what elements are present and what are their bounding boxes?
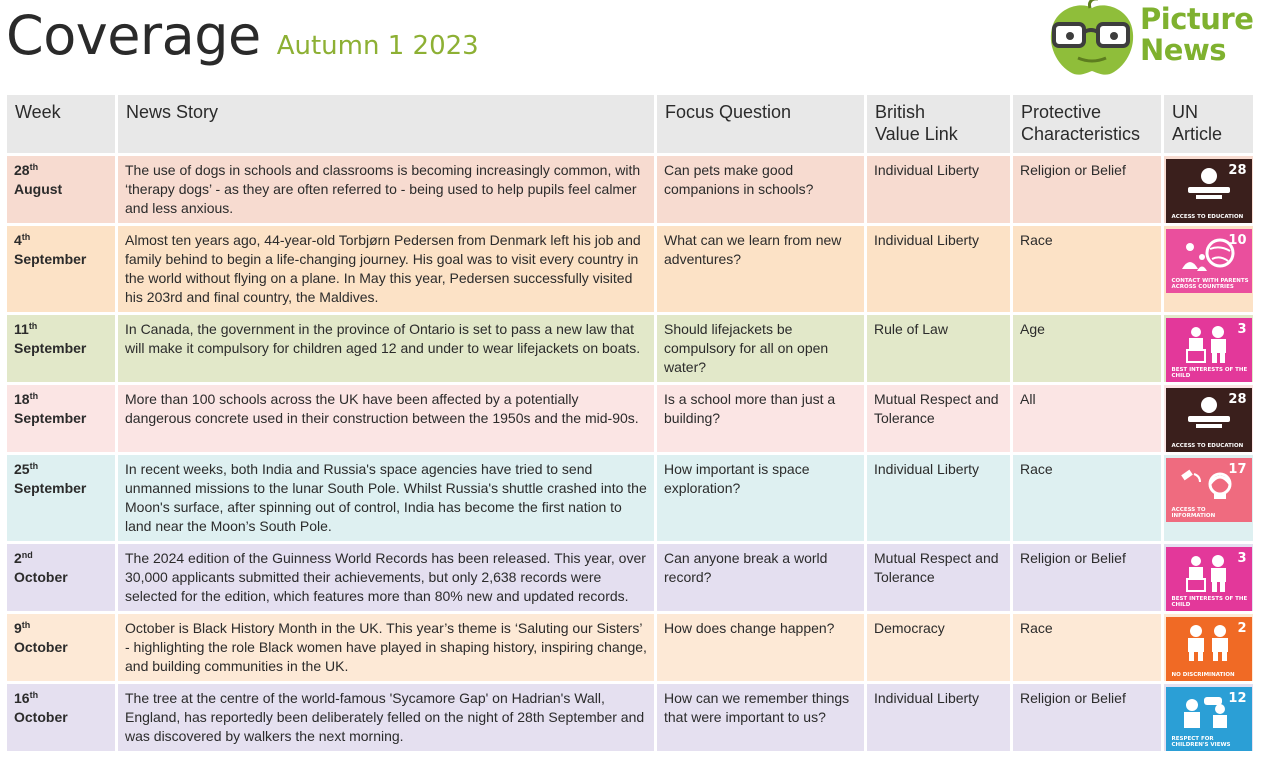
coverage-table <box>4 92 1256 754</box>
un-article-cell <box>1164 315 1253 382</box>
un-article-badge <box>1166 388 1252 452</box>
un-article-caption: ACCESS TO EDUCATION <box>1171 214 1244 220</box>
focus-question-cell: What can we learn from new adventures? <box>657 226 864 312</box>
protective-characteristic-cell: Religion or Belief <box>1013 544 1161 611</box>
british-value-cell: Individual Liberty <box>867 226 1010 312</box>
week-cell: 25th September <box>7 455 115 541</box>
news-story-cell: Almost ten years ago, 44-year-old Torbjørn Pedersen from Denmark left his job and family behind to begin a life-changing journey. His goal was to visit every country in the world without flying on a plane. In May this year, Pedersen successfully visited his 203rd and final country, the Maldives. <box>118 226 654 312</box>
column-header-protective-characteristics: Protective Characteristics <box>1013 95 1161 153</box>
table-row <box>7 544 1253 611</box>
table-row <box>7 455 1253 541</box>
column-header-week: Week <box>7 95 115 153</box>
un-article-caption: RESPECT FOR CHILDREN'S VIEWS <box>1171 736 1231 748</box>
apple-glasses-icon <box>1044 0 1140 78</box>
focus-question-cell: How does change happen? <box>657 614 864 681</box>
news-story-cell: The tree at the centre of the world-famous 'Sycamore Gap' on Hadrian's Wall, England, has reportedly been deliberately felled on the night of 28th September and was discovered by walkers the next morning. <box>118 684 654 751</box>
british-value-cell: Rule of Law <box>867 315 1010 382</box>
un-article-badge <box>1166 617 1252 681</box>
un-article-caption: BEST INTERESTS OF THE CHILD <box>1171 596 1248 608</box>
un-article-cell <box>1164 614 1253 681</box>
protective-characteristic-cell: Religion or Belief <box>1013 156 1161 223</box>
un-article-cell <box>1164 385 1253 452</box>
focus-question-cell: Should lifejackets be compulsory for all on open water? <box>657 315 864 382</box>
un-article-badge <box>1166 687 1252 751</box>
news-story-cell: In recent weeks, both India and Russia's space agencies have tried to send unmanned missions to the lunar South Pole. Whilst Russia's shuttle crashed into the Moon's surface, after spinning out of control, India has become the first nation to land near the Moon’s South Pole. <box>118 455 654 541</box>
un-article-caption: ACCESS TO EDUCATION <box>1171 443 1244 449</box>
protective-characteristic-cell: Age <box>1013 315 1161 382</box>
british-value-cell: Individual Liberty <box>867 684 1010 751</box>
column-header-un-article: UN Article <box>1164 95 1253 153</box>
un-article-number: 17 <box>1228 462 1247 477</box>
un-article-badge <box>1166 318 1252 382</box>
un-article-caption: NO DISCRIMINATION <box>1171 672 1235 678</box>
table-row <box>7 614 1253 681</box>
un-article-caption: BEST INTERESTS OF THE CHILD <box>1171 367 1248 379</box>
un-article-number: 3 <box>1237 551 1247 566</box>
un-article-number: 3 <box>1237 322 1247 337</box>
un-article-cell <box>1164 544 1253 611</box>
news-story-cell: In Canada, the government in the province of Ontario is set to pass a new law that will make it compulsory for children aged 12 and under to wear lifejackets on boats. <box>118 315 654 382</box>
un-article-number: 12 <box>1228 691 1247 706</box>
focus-question-cell: How can we remember things that were important to us? <box>657 684 864 751</box>
british-value-cell: Mutual Respect and Tolerance <box>867 385 1010 452</box>
un-article-number: 28 <box>1228 392 1247 407</box>
un-article-cell <box>1164 156 1253 223</box>
un-article-cell <box>1164 684 1253 751</box>
british-value-cell: Individual Liberty <box>867 156 1010 223</box>
news-story-cell: The 2024 edition of the Guinness World Records has been released. This year, over 30,000 applicants submitted their achievements, but only 2,638 records were selected for the edition, which features more than 80% new and updated records. <box>118 544 654 611</box>
focus-question-cell: Can anyone break a world record? <box>657 544 864 611</box>
british-value-cell: Individual Liberty <box>867 455 1010 541</box>
protective-characteristic-cell: Race <box>1013 614 1161 681</box>
week-cell: 2nd October <box>7 544 115 611</box>
un-article-number: 28 <box>1228 163 1247 178</box>
week-cell: 11th September <box>7 315 115 382</box>
table-header-row <box>7 95 1253 153</box>
page-title: Coverage <box>6 4 261 67</box>
column-header-british-value: British Value Link <box>867 95 1010 153</box>
news-story-cell: October is Black History Month in the UK. This year’s theme is ‘Saluting our Sisters’ - highlighting the role Black women have played in shaping history, inspiring change, and building communities in the UK. <box>118 614 654 681</box>
focus-question-cell: Is a school more than just a building? <box>657 385 864 452</box>
page-subtitle: Autumn 1 2023 <box>276 31 479 61</box>
protective-characteristic-cell: Religion or Belief <box>1013 684 1161 751</box>
table-row <box>7 684 1253 751</box>
column-header-news-story: News Story <box>118 95 654 153</box>
week-cell: 9th October <box>7 614 115 681</box>
protective-characteristic-cell: Race <box>1013 455 1161 541</box>
un-article-badge <box>1166 458 1252 522</box>
column-header-focus-question: Focus Question <box>657 95 864 153</box>
picture-news-logo <box>1044 0 1256 78</box>
un-article-cell <box>1164 455 1253 541</box>
un-article-caption: CONTACT WITH PARENTS ACROSS COUNTRIES <box>1171 278 1249 290</box>
week-cell: 4th September <box>7 226 115 312</box>
focus-question-cell: How important is space exploration? <box>657 455 864 541</box>
week-cell: 16th October <box>7 684 115 751</box>
british-value-cell: Democracy <box>867 614 1010 681</box>
news-story-cell: More than 100 schools across the UK have been affected by a potentially dangerous concrete used in their construction between the 1950s and the mid-90s. <box>118 385 654 452</box>
header <box>6 4 479 84</box>
focus-question-cell: Can pets make good companions in schools? <box>657 156 864 223</box>
un-article-caption: ACCESS TO INFORMATION <box>1171 507 1216 519</box>
un-article-badge <box>1166 547 1252 611</box>
un-article-badge <box>1166 159 1252 223</box>
table-row <box>7 385 1253 452</box>
protective-characteristic-cell: Race <box>1013 226 1161 312</box>
un-article-badge <box>1166 229 1252 293</box>
week-cell: 28th August <box>7 156 115 223</box>
un-article-number: 10 <box>1228 233 1247 248</box>
protective-characteristic-cell: All <box>1013 385 1161 452</box>
table-row <box>7 156 1253 223</box>
week-cell: 18th September <box>7 385 115 452</box>
british-value-cell: Mutual Respect and Tolerance <box>867 544 1010 611</box>
un-article-number: 2 <box>1237 621 1247 636</box>
table-row <box>7 226 1253 312</box>
un-article-cell <box>1164 226 1253 312</box>
news-story-cell: The use of dogs in schools and classrooms is becoming increasingly common, with ‘therapy dogs’ - as they are often referred to - being used to help pupils feel calmer and less anxious. <box>118 156 654 223</box>
logo-wordmark: Picture News <box>1140 2 1254 67</box>
table-row <box>7 315 1253 382</box>
